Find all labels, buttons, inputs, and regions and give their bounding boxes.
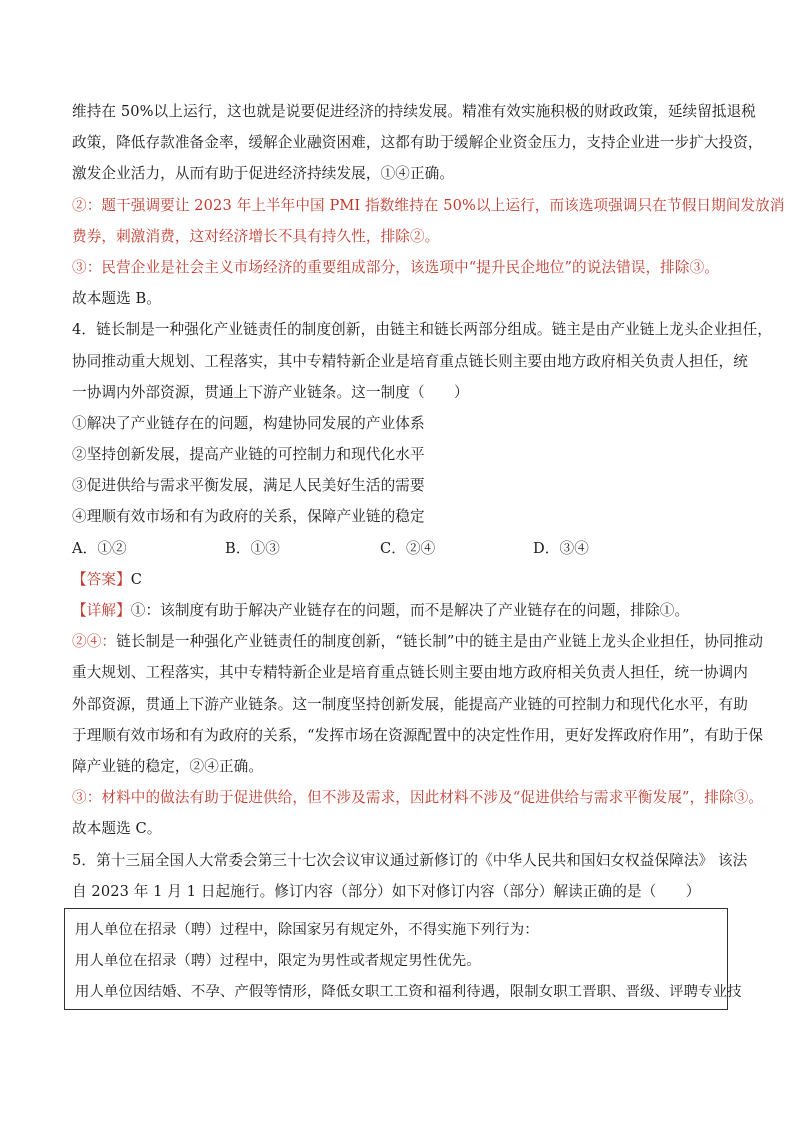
q3-tail-line-2: 政策，降低存款准备金率，缓解企业融资困难，这都有助于缓解企业资金压力，支持企业进一步扩大投资， [72, 134, 763, 152]
q4-stem-line-3: 一协调内外部资源，贯通上下游产业链条。这一制度（ ） [72, 383, 469, 401]
q4-detail-label: ②④： [72, 633, 117, 651]
q3-conclusion: 故本题选 B。 [72, 290, 162, 308]
q4-option-d: D．③④ [533, 539, 589, 557]
document-body [72, 96, 785, 907]
q5-material-box [64, 908, 742, 1010]
q4-detail-line-5: 于理顺有效市场和有为政府的关系，“发挥市场在资源配置中的决定性作用，更好发挥政府作用”，有助于保 [72, 726, 764, 744]
q4-item-4: ④理顺有效市场和有为政府的关系，保障产业链的稳定 [72, 508, 425, 526]
detail-tag: 【详解】 [72, 602, 131, 619]
q4-conclusion: 故本题选 C。 [72, 820, 162, 838]
q4-option-b: B．①③ [225, 539, 280, 557]
q3-tail-line-1: 维持在 50%以上运行，这也就是说要促进经济的持续发展。精准有效实施积极的财政政策，延续留抵退税 [72, 103, 757, 120]
q4-detail-line-1 [72, 595, 732, 626]
q4-stem-line-2: 协同推动重大规划、工程落实，其中专精特新企业是培育重点链长则主要由地方政府相关负责人担任，统 [72, 352, 748, 370]
q4-answer [72, 564, 732, 595]
q4-options [72, 533, 732, 564]
q5-stem-line-2: 自 2023 年 1 月 1 日起施行。修订内容（部分）如下对修订内容（部分）解读正确的是（ ） [72, 882, 701, 900]
q4-detail-line-7: ③：材料中的做法有助于促进供给，但不涉及需求，因此材料不涉及“促进供给与需求平衡发展”，排除③。 [72, 789, 764, 807]
q3-explanation-2-line-1: ②：题干强调要让 2023 年上半年中国 PMI 指数维持在 50%以上运行，而该选项强调只在节假日期间发放消 [72, 196, 785, 214]
q4-item-3: ③促进供给与需求平衡发展，满足人民美好生活的需要 [72, 477, 425, 495]
answer-tag: 【答案】 [72, 570, 131, 588]
q4-detail-1-text: ①：该制度有助于解决产业链存在的问题，而不是解决了产业链存在的问题，排除①。 [130, 602, 690, 619]
q4-item-1: ①解决了产业链存在的问题，构建协同发展的产业体系 [72, 414, 425, 432]
q4-detail-line-3: 重大规划、工程落实，其中专精特新企业是培育重点链长则主要由地方政府相关负责人担任，统一协调内 [72, 664, 748, 682]
q4-item-2: ②坚持创新发展，提高产业链的可控制力和现代化水平 [72, 446, 425, 464]
q3-explanation-2-line-2: 费券，刺激消费，这对经济增长不具有持久性，排除②。 [72, 227, 440, 245]
q5-box-line-2: 用人单位在招录（聘）过程中，限定为男性或者规定男性优先。 [75, 953, 481, 969]
q4-option-a: A．①② [72, 539, 127, 557]
q4-detail-line-4: 外部资源，贯通上下游产业链条。这一制度坚持创新发展，能提高产业链的可控制力和现代化水平，有助 [72, 695, 748, 713]
q3-explanation-3: ③：民营企业是社会主义市场经济的重要组成部分，该选项中“提升民企地位”的说法错误，排除③。 [72, 258, 719, 276]
q4-detail-line-6: 障产业链的稳定，②④正确。 [72, 757, 264, 775]
answer-value: C [130, 570, 143, 588]
q5-box-line-3: 用人单位因结婚、不孕、产假等情形，降低女职工工资和福利待遇，限制女职工晋职、晋级、评聘专业技 [75, 984, 742, 1000]
q5-box-line-1: 用人单位在招录（聘）过程中，除国家另有规定外，不得实施下列行为： [75, 922, 539, 938]
q4-stem-line-1: 4．链长制是一种强化产业链责任的制度创新，由链主和链长两部分组成。链主是由产业链上龙头企业担任， [72, 321, 772, 339]
q4-option-c: C．②④ [380, 539, 436, 557]
q3-tail-line-3: 激发企业活力，从而有助于促进经济持续发展，①④正确。 [72, 165, 455, 183]
q4-detail-2-text: 链长制是一种强化产业链责任的制度创新，“链长制”中的链主是由产业链上龙头企业担任，协同推动 [116, 633, 764, 651]
q5-stem-line-1: 5．第十三届全国人大常委会第三十七次会议审议通过新修订的《中华人民共和国妇女权益保障法》 该法 [72, 851, 748, 869]
q4-detail-line-2 [72, 626, 764, 657]
